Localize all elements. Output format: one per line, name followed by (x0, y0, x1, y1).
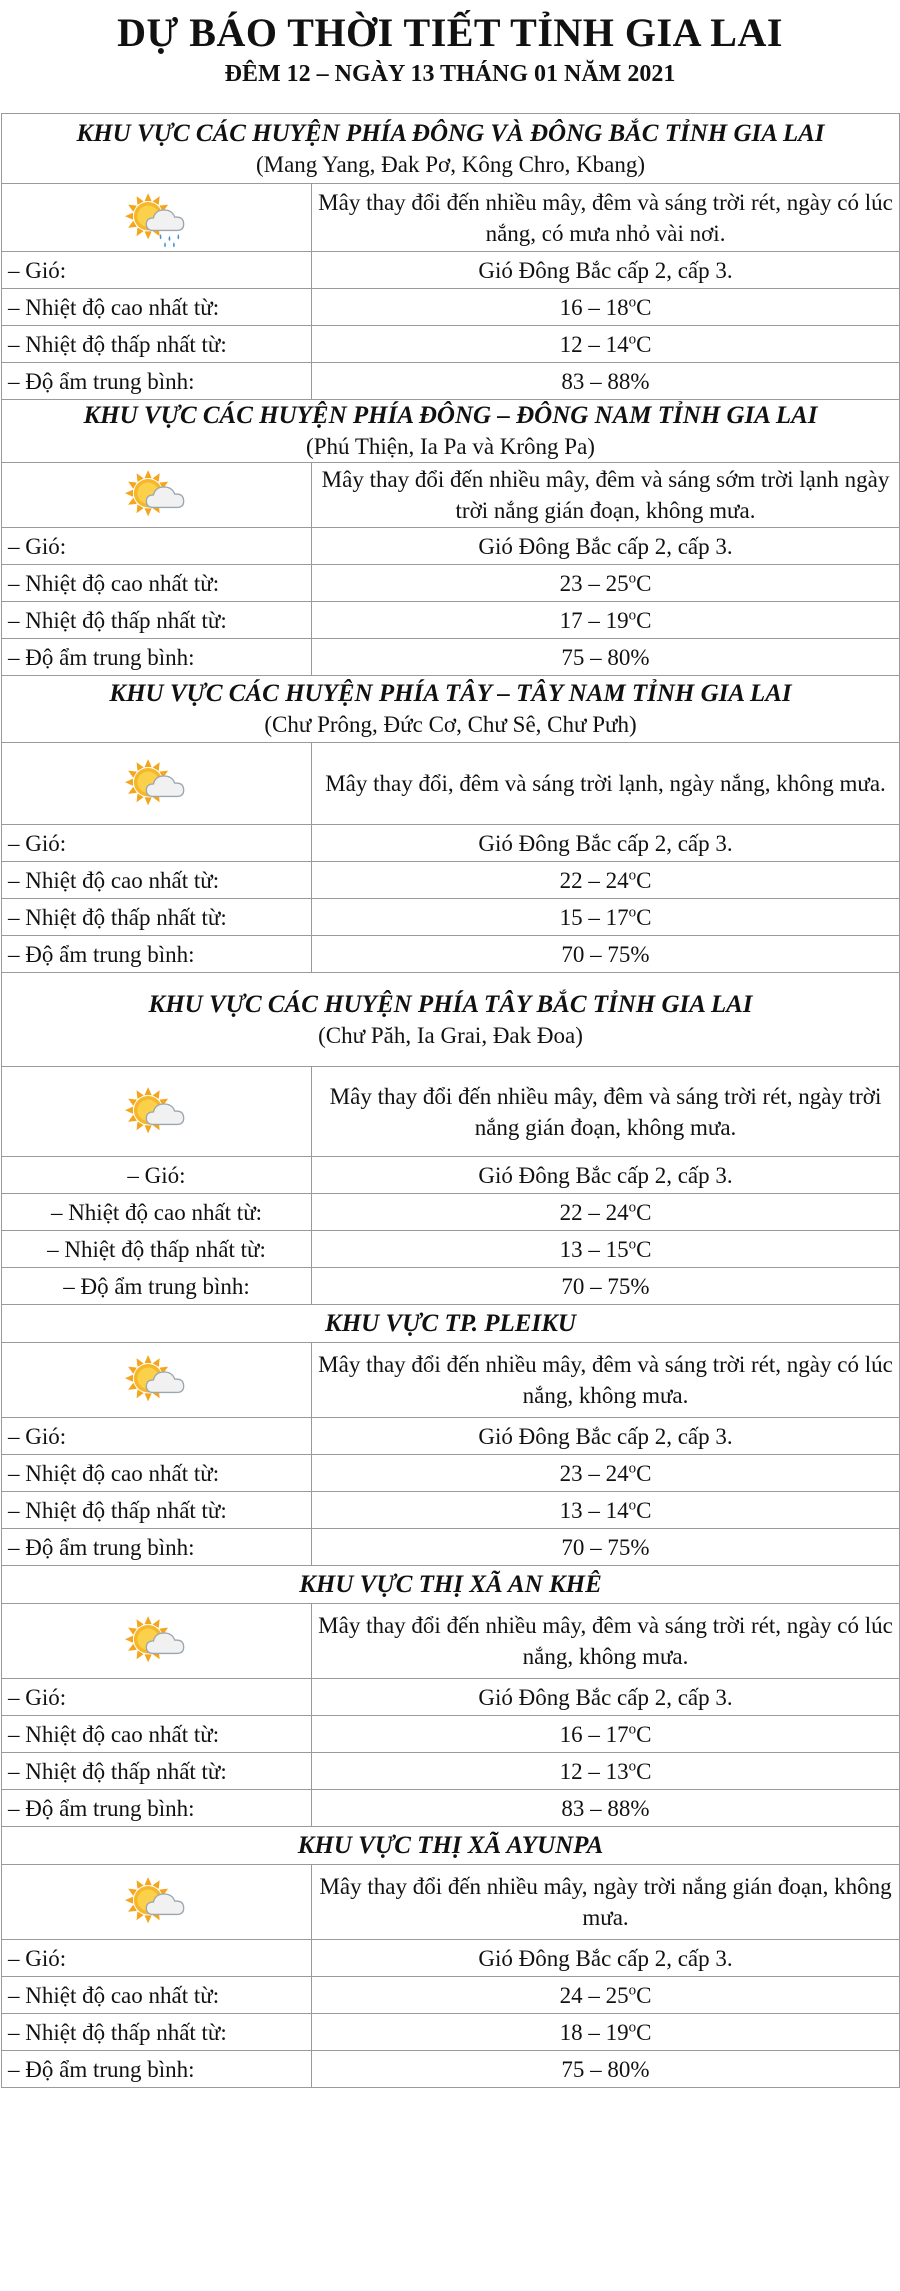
degree-sign: o (628, 866, 637, 883)
wind-value-cell (312, 825, 900, 862)
humidity-value-cell (312, 1268, 900, 1305)
tmin-value-cell (312, 2014, 900, 2051)
tmax-value-cell (312, 1977, 900, 2014)
humidity-label-text: – Độ ẩm trung bình: (8, 368, 195, 394)
tmin-value: 18 – 19 (559, 2019, 629, 2045)
humidity-label-text: – Độ ẩm trung bình: (63, 1273, 250, 1299)
tmin-value-cell (312, 602, 900, 639)
weather-icon-cell (2, 743, 312, 825)
tmax-label-text: – Nhiệt độ cao nhất từ: (8, 294, 220, 320)
region-header (2, 1305, 900, 1343)
tmin-value-cell (312, 1753, 900, 1790)
description-text: Mây thay đổi đến nhiều mây, đêm và sáng sớm trời lạnh ngày trời nắng gián đoạn, không mưa. (321, 467, 890, 523)
humidity-value-cell (312, 1529, 900, 1566)
region-header (2, 114, 900, 184)
description-text: Mây thay đổi đến nhiều mây, đêm và sáng trời rét, ngày có lúc nắng, không mưa. (318, 1352, 893, 1408)
humidity-value: 75 – 80% (561, 2056, 650, 2082)
wind-row (2, 528, 900, 565)
tmin-value-cell (312, 1231, 900, 1268)
region-description-row (2, 1343, 900, 1418)
humidity-label (2, 1790, 312, 1827)
description-text: Mây thay đổi đến nhiều mây, ngày trời nắng gián đoạn, không mưa. (319, 1874, 892, 1930)
min-temperature-row (2, 602, 900, 639)
humidity-value: 83 – 88% (561, 368, 650, 394)
tmax-value-cell (312, 1716, 900, 1753)
tmin-label-text: – Nhiệt độ thấp nhất từ: (8, 1497, 227, 1523)
tmin-value: 12 – 14 (559, 331, 629, 357)
temperature-unit: C (636, 607, 652, 633)
tmax-value: 24 – 25 (559, 1982, 629, 2008)
humidity-value: 75 – 80% (561, 644, 650, 670)
humidity-value: 70 – 75% (561, 1273, 650, 1299)
tmin-label (2, 326, 312, 363)
humidity-label-text: – Độ ẩm trung bình: (8, 1534, 195, 1560)
humidity-label (2, 936, 312, 973)
tmax-label-text: – Nhiệt độ cao nhất từ: (8, 570, 220, 596)
min-temperature-row (2, 1492, 900, 1529)
wind-row (2, 825, 900, 862)
tmax-value: 22 – 24 (559, 867, 629, 893)
description-text: Mây thay đổi đến nhiều mây, đêm và sáng trời rét, ngày có lúc nắng, không mưa. (318, 1613, 893, 1669)
document-header (0, 0, 900, 113)
tmax-label-text: – Nhiệt độ cao nhất từ: (8, 1982, 220, 2008)
weather-description (312, 1343, 900, 1418)
tmin-label (2, 602, 312, 639)
region-header-row (2, 676, 900, 743)
wind-value-cell (312, 1940, 900, 1977)
sun-cloud-icon (117, 1097, 197, 1122)
weather-icon-cell (2, 184, 312, 252)
humidity-row (2, 1268, 900, 1305)
min-temperature-row (2, 2014, 900, 2051)
tmin-label (2, 1753, 312, 1790)
weather-icon-cell (2, 1067, 312, 1157)
region-description-row (2, 1067, 900, 1157)
temperature-unit: C (636, 570, 652, 596)
degree-sign: o (628, 293, 637, 310)
region-header-row (2, 400, 900, 463)
humidity-value-cell (312, 2051, 900, 2088)
wind-value: Gió Đông Bắc cấp 2, cấp 3. (478, 257, 733, 283)
tmax-label-text: – Nhiệt độ cao nhất từ: (8, 1721, 220, 1747)
degree-sign: o (628, 606, 637, 623)
temperature-unit: C (636, 867, 652, 893)
temperature-unit: C (636, 2019, 652, 2045)
tmax-label (2, 1194, 312, 1231)
wind-value-cell (312, 1679, 900, 1716)
wind-label (2, 528, 312, 565)
humidity-label (2, 2051, 312, 2088)
region-title: KHU VỰC THỊ XÃ AYUNPA (297, 1832, 604, 1859)
tmin-value: 12 – 13 (559, 1758, 629, 1784)
wind-value: Gió Đông Bắc cấp 2, cấp 3. (478, 1945, 733, 1971)
degree-sign: o (628, 1496, 637, 1513)
region-header-row (2, 1827, 900, 1865)
tmax-label (2, 1716, 312, 1753)
region-subtitle: (Chư Păh, Ia Grai, Đak Đoa) (318, 1022, 583, 1048)
humidity-label-text: – Độ ẩm trung bình: (8, 941, 195, 967)
temperature-unit: C (636, 1236, 652, 1262)
min-temperature-row (2, 1231, 900, 1268)
forecast-table (1, 113, 900, 2088)
sun-cloud-rain-icon (117, 203, 197, 228)
wind-row (2, 1157, 900, 1194)
degree-sign: o (628, 1235, 637, 1252)
humidity-value: 70 – 75% (561, 1534, 650, 1560)
tmax-value: 16 – 18 (559, 294, 629, 320)
sun-cloud-icon (117, 769, 197, 794)
humidity-row (2, 639, 900, 676)
humidity-value: 70 – 75% (561, 941, 650, 967)
region-header (2, 676, 900, 743)
wind-label (2, 1418, 312, 1455)
wind-value: Gió Đông Bắc cấp 2, cấp 3. (478, 1162, 733, 1188)
description-text: Mây thay đổi đến nhiều mây, đêm và sáng trời rét, ngày trời nắng gián đoạn, không mưa. (329, 1083, 882, 1140)
humidity-label-text: – Độ ẩm trung bình: (8, 2056, 195, 2082)
tmin-value: 17 – 19 (559, 607, 629, 633)
wind-row (2, 1940, 900, 1977)
wind-label-text: – Gió: (8, 1684, 67, 1710)
wind-label-text: – Gió: (8, 1423, 67, 1449)
min-temperature-row (2, 1753, 900, 1790)
tmax-value-cell (312, 289, 900, 326)
wind-row (2, 252, 900, 289)
weather-icon-cell (2, 1343, 312, 1418)
temperature-unit: C (636, 1758, 652, 1784)
tmax-value-cell (312, 1455, 900, 1492)
tmax-label-text: – Nhiệt độ cao nhất từ: (8, 1460, 220, 1486)
tmin-label-text: – Nhiệt độ thấp nhất từ: (47, 1236, 266, 1262)
weather-description (312, 1865, 900, 1940)
region-header-row (2, 1566, 900, 1604)
min-temperature-row (2, 326, 900, 363)
humidity-value-cell (312, 639, 900, 676)
min-temperature-row (2, 899, 900, 936)
weather-icon-cell (2, 1604, 312, 1679)
humidity-row (2, 2051, 900, 2088)
wind-value-cell (312, 1418, 900, 1455)
weather-description (312, 184, 900, 252)
humidity-value-cell (312, 1790, 900, 1827)
temperature-unit: C (636, 1982, 652, 2008)
region-description-row (2, 743, 900, 825)
region-title: KHU VỰC THỊ XÃ AN KHÊ (299, 1571, 602, 1598)
wind-row (2, 1418, 900, 1455)
degree-sign: o (628, 1198, 637, 1215)
degree-sign: o (628, 903, 637, 920)
tmax-value-cell (312, 862, 900, 899)
region-title: KHU VỰC CÁC HUYỆN PHÍA TÂY BẮC TỈNH GIA LAI (148, 990, 753, 1018)
max-temperature-row (2, 1194, 900, 1231)
degree-sign: o (628, 1459, 637, 1476)
tmax-value: 23 – 24 (559, 1460, 629, 1486)
tmax-label (2, 1455, 312, 1492)
tmin-label-text: – Nhiệt độ thấp nhất từ: (8, 2019, 227, 2045)
humidity-label (2, 639, 312, 676)
region-header (2, 1566, 900, 1604)
tmax-value: 22 – 24 (559, 1199, 629, 1225)
tmin-value-cell (312, 1492, 900, 1529)
wind-label (2, 1679, 312, 1716)
region-header (2, 400, 900, 463)
degree-sign: o (628, 569, 637, 586)
region-header (2, 973, 900, 1067)
wind-value-cell (312, 252, 900, 289)
humidity-row (2, 363, 900, 400)
region-header-row (2, 1305, 900, 1343)
tmax-label (2, 1977, 312, 2014)
tmin-label (2, 1231, 312, 1268)
weather-description (312, 743, 900, 825)
region-description-row (2, 184, 900, 252)
weather-description (312, 1067, 900, 1157)
wind-label (2, 1157, 312, 1194)
humidity-label (2, 1268, 312, 1305)
max-temperature-row (2, 289, 900, 326)
sun-cloud-icon (117, 1626, 197, 1651)
tmax-label (2, 565, 312, 602)
tmin-label (2, 1492, 312, 1529)
tmin-label-text: – Nhiệt độ thấp nhất từ: (8, 331, 227, 357)
wind-row (2, 1679, 900, 1716)
tmax-value-cell (312, 565, 900, 602)
humidity-row (2, 1790, 900, 1827)
max-temperature-row (2, 565, 900, 602)
wind-value: Gió Đông Bắc cấp 2, cấp 3. (478, 1684, 733, 1710)
temperature-unit: C (636, 1721, 652, 1747)
tmin-value: 13 – 15 (559, 1236, 629, 1262)
region-description-row (2, 1604, 900, 1679)
region-subtitle: (Mang Yang, Đak Pơ, Kông Chro, Kbang) (255, 151, 646, 177)
humidity-row (2, 936, 900, 973)
wind-label-text: – Gió: (127, 1162, 186, 1188)
region-subtitle: (Phú Thiện, Ia Pa và Krông Pa) (306, 434, 595, 459)
description-text: Mây thay đổi đến nhiều mây, đêm và sáng trời rét, ngày có lúc nắng, có mưa nhỏ vài nơi. (318, 189, 893, 246)
region-description-row (2, 1865, 900, 1940)
region-title: KHU VỰC CÁC HUYỆN PHÍA ĐÔNG – ĐÔNG NAM TỈNH GIA LAI (83, 402, 818, 429)
temperature-unit: C (636, 904, 652, 930)
max-temperature-row (2, 1977, 900, 2014)
region-title: KHU VỰC CÁC HUYỆN PHÍA TÂY – TÂY NAM TỈNH GIA LAI (109, 680, 792, 707)
wind-value-cell (312, 1157, 900, 1194)
wind-value: Gió Đông Bắc cấp 2, cấp 3. (478, 830, 733, 856)
temperature-unit: C (636, 294, 652, 320)
sun-cloud-icon (117, 1365, 197, 1390)
region-header-row (2, 114, 900, 184)
tmax-value-cell (312, 1194, 900, 1231)
wind-value: Gió Đông Bắc cấp 2, cấp 3. (478, 1423, 733, 1449)
weather-description (312, 463, 900, 528)
weather-icon-cell (2, 463, 312, 528)
tmin-label (2, 899, 312, 936)
region-description-row (2, 463, 900, 528)
humidity-value-cell (312, 363, 900, 400)
wind-label (2, 825, 312, 862)
wind-label-text: – Gió: (8, 533, 67, 559)
tmin-label (2, 2014, 312, 2051)
region-subtitle: (Chư Prông, Đức Cơ, Chư Sê, Chư Pưh) (264, 712, 637, 737)
region-title: KHU VỰC TP. PLEIKU (325, 1310, 576, 1337)
sun-cloud-icon (117, 1887, 197, 1912)
humidity-label (2, 363, 312, 400)
degree-sign: o (628, 2018, 637, 2035)
tmax-label-text: – Nhiệt độ cao nhất từ: (8, 867, 220, 893)
tmin-label-text: – Nhiệt độ thấp nhất từ: (8, 607, 227, 633)
degree-sign: o (628, 1720, 637, 1737)
humidity-label-text: – Độ ẩm trung bình: (8, 644, 195, 670)
region-header (2, 1827, 900, 1865)
tmin-value-cell (312, 326, 900, 363)
page-title: DỰ BÁO THỜI TIẾT TỈNH GIA LAI (117, 10, 783, 55)
tmax-label (2, 289, 312, 326)
max-temperature-row (2, 1716, 900, 1753)
tmin-value: 13 – 14 (559, 1497, 629, 1523)
wind-label-text: – Gió: (8, 1945, 67, 1971)
degree-sign: o (628, 330, 637, 347)
temperature-unit: C (636, 1497, 652, 1523)
sun-cloud-icon (117, 480, 197, 505)
wind-value-cell (312, 528, 900, 565)
wind-label (2, 1940, 312, 1977)
humidity-row (2, 1529, 900, 1566)
wind-label-text: – Gió: (8, 257, 67, 283)
tmax-label-text: – Nhiệt độ cao nhất từ: (50, 1199, 263, 1225)
region-header-row (2, 973, 900, 1067)
region-title: KHU VỰC CÁC HUYỆN PHÍA ĐÔNG VÀ ĐÔNG BẮC TỈNH GIA LAI (76, 119, 825, 147)
wind-label-text: – Gió: (8, 830, 67, 856)
tmax-label (2, 862, 312, 899)
degree-sign: o (628, 1757, 637, 1774)
humidity-label-text: – Độ ẩm trung bình: (8, 1795, 195, 1821)
tmin-label-text: – Nhiệt độ thấp nhất từ: (8, 1758, 227, 1784)
max-temperature-row (2, 1455, 900, 1492)
page-subtitle: ĐÊM 12 – NGÀY 13 THÁNG 01 NĂM 2021 (224, 61, 676, 87)
weather-icon-cell (2, 1865, 312, 1940)
degree-sign: o (628, 1981, 637, 1998)
tmin-value: 15 – 17 (559, 904, 629, 930)
tmin-value-cell (312, 899, 900, 936)
humidity-label (2, 1529, 312, 1566)
tmin-label-text: – Nhiệt độ thấp nhất từ: (8, 904, 227, 930)
tmax-value: 23 – 25 (559, 570, 629, 596)
temperature-unit: C (636, 1199, 652, 1225)
weather-description (312, 1604, 900, 1679)
description-text: Mây thay đổi, đêm và sáng trời lạnh, ngày nắng, không mưa. (325, 771, 886, 796)
tmax-value: 16 – 17 (559, 1721, 629, 1747)
max-temperature-row (2, 862, 900, 899)
humidity-value: 83 – 88% (561, 1795, 650, 1821)
humidity-value-cell (312, 936, 900, 973)
wind-value: Gió Đông Bắc cấp 2, cấp 3. (478, 533, 733, 559)
temperature-unit: C (636, 1460, 652, 1486)
wind-label (2, 252, 312, 289)
temperature-unit: C (636, 331, 652, 357)
